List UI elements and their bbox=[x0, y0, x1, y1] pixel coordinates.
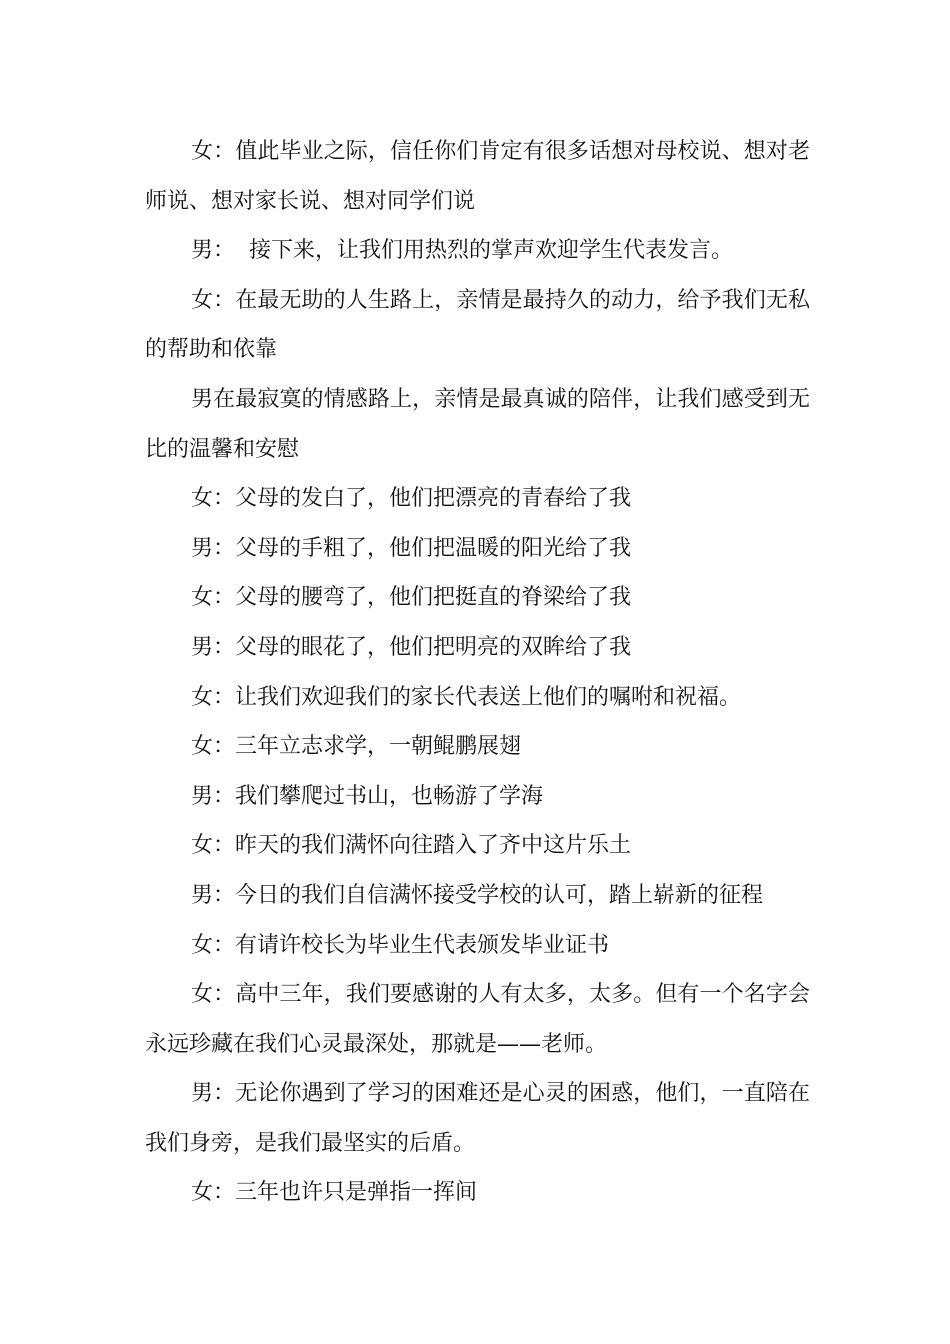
paragraph: 女：值此毕业之际，信任你们肯定有很多话想对母校说、想对老师说、想对家长说、想对同学们说 bbox=[145, 139, 810, 214]
paragraph: 女：父母的腰弯了，他们把挺直的脊梁给了我 bbox=[191, 585, 632, 611]
paragraph: 女：高中三年，我们要感谢的人有太多，太多。但有一个名字会永远珍藏在我们心灵最深处，那就是——老师。 bbox=[145, 982, 810, 1057]
paragraph: 女：父母的发白了，他们把漂亮的青春给了我 bbox=[191, 486, 632, 512]
paragraph: 男： 接下来，让我们用热烈的掌声欢迎学生代表发言。 bbox=[191, 238, 733, 264]
paragraph: 男：今日的我们自信满怀接受学校的认可，踏上崭新的征程 bbox=[191, 882, 764, 908]
paragraph: 男在最寂寞的情感路上，亲情是最真诚的陪伴，让我们感受到无比的温馨和安慰 bbox=[145, 386, 810, 462]
paragraph: 女：三年也许只是弹指一挥间 bbox=[191, 1180, 478, 1206]
paragraph: 女：让我们欢迎我们的家长代表送上他们的嘱咐和祝福。 bbox=[191, 684, 742, 710]
paragraph: 男：父母的手粗了，他们把温暖的阳光给了我 bbox=[191, 535, 632, 561]
paragraph: 男：无论你遇到了学习的困难还是心灵的困惑，他们，一直陪在我们身旁，是我们最坚实的后盾。 bbox=[145, 1081, 810, 1156]
paragraph: 男：父母的眼花了，他们把明亮的双眸给了我 bbox=[191, 634, 632, 660]
document-body bbox=[145, 127, 810, 1218]
paragraph: 女：三年立志求学，一朝鲲鹏展翅 bbox=[191, 734, 522, 760]
paragraph: 女：在最无助的人生路上，亲情是最持久的动力，给予我们无私的帮助和依靠 bbox=[145, 287, 810, 363]
paragraph: 女：昨天的我们满怀向往踏入了齐中这片乐土 bbox=[191, 833, 632, 859]
paragraph: 女：有请许校长为毕业生代表颁发毕业证书 bbox=[191, 932, 610, 958]
paragraph: 男：我们攀爬过书山，也畅游了学海 bbox=[191, 783, 544, 809]
